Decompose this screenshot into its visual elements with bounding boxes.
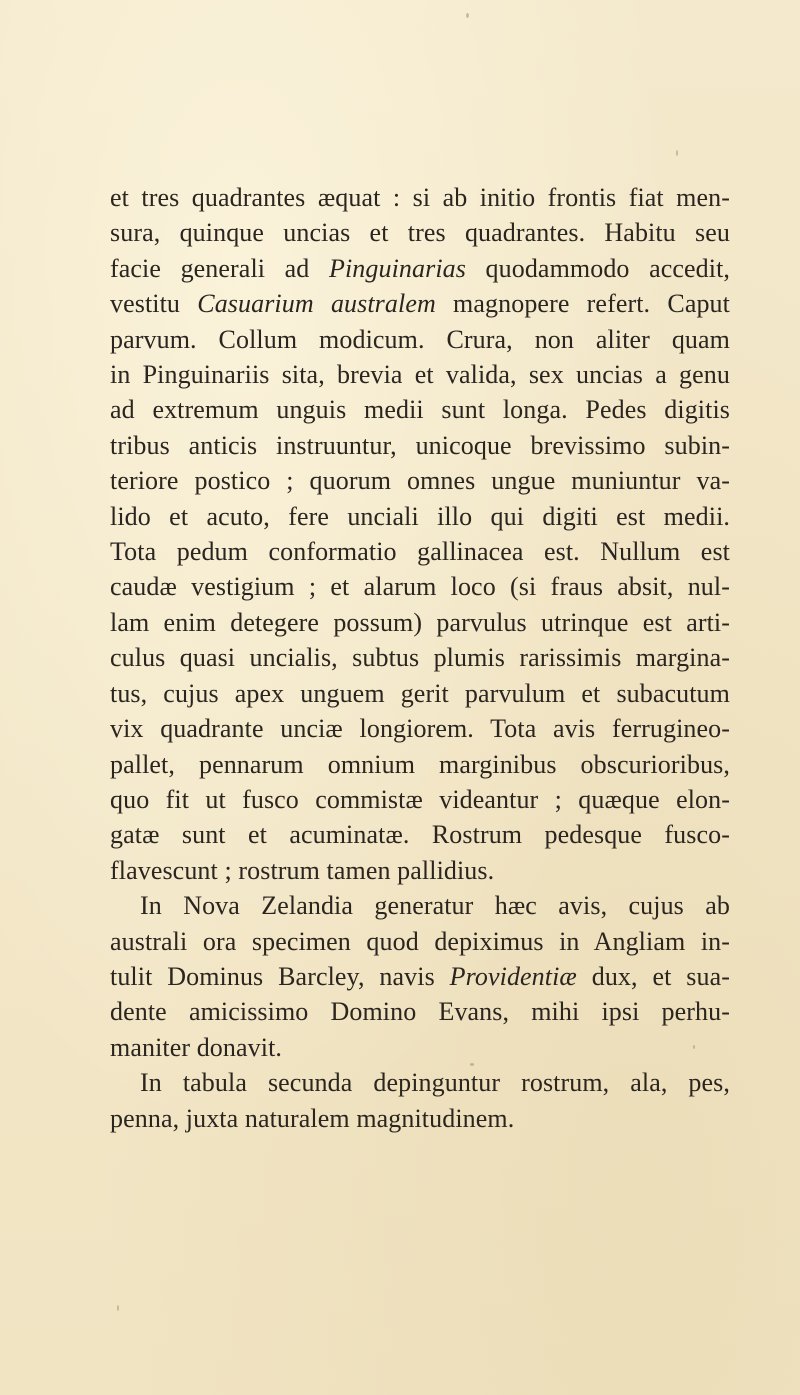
text-line-mixed <box>110 286 730 321</box>
text-line: parvum. Collum modicum. Crura, non aliter quam <box>110 324 730 354</box>
text-line: lido et acuto, fere unciali illo qui digiti est medii. <box>110 501 730 531</box>
text-line: caudæ vestigium ; et alarum loco (si fraus absit, nul- <box>110 572 730 602</box>
paragraph-plate-reference <box>110 1065 730 1136</box>
text-line: maniter donavit. <box>110 1032 282 1062</box>
text-segment: quodammodo accedit, <box>465 253 730 283</box>
text-line: tus, cujus apex unguem gerit parvulum et subacutum <box>110 678 730 708</box>
text-line: quo fit ut fusco commistæ videantur ; quæque elon- <box>110 784 730 814</box>
text-line: et tres quadrantes æquat : si ab initio frontis fiat men- <box>110 183 730 212</box>
italic-term-pinguinarias: Pinguinarias <box>328 253 466 283</box>
text-segment: magnopere refert. Caput <box>435 289 730 319</box>
text-line: australi ora specimen quod depiximus in Angliam in- <box>110 926 730 956</box>
paper-speck <box>676 150 678 156</box>
body-text <box>110 180 730 1136</box>
italic-term-providentiae: Providentiæ <box>449 961 577 991</box>
paragraph-provenance <box>110 888 730 1065</box>
paper-speck <box>117 1305 119 1311</box>
text-line: sura, quinque uncias et tres quadrantes. Habitu seu <box>110 218 730 248</box>
text-line: flavescunt ; rostrum tamen pallidius. <box>110 855 495 885</box>
text-line: culus quasi uncialis, subtus plumis rarissimis margina- <box>110 643 730 673</box>
text-line: in Pinguinariis sita, brevia et valida, sex uncias a genu <box>110 360 730 390</box>
text-segment: facie generali ad <box>110 253 329 283</box>
italic-term-casuarium: Casuarium australem <box>197 289 436 319</box>
text-line: In Nova Zelandia generatur hæc avis, cujus ab <box>140 891 730 921</box>
text-line: ad extremum unguis medii sunt longa. Pedes digitis <box>110 395 730 425</box>
text-line: pallet, pennarum omnium marginibus obscurioribus, <box>110 749 730 779</box>
text-line: tribus anticis instruuntur, unicoque brevissimo subin- <box>110 430 730 460</box>
text-line: dente amicissimo Domino Evans, mihi ipsi perhu- <box>110 997 730 1027</box>
text-segment: tulit Dominus Barcley, navis <box>110 961 450 991</box>
text-segment: vestitu <box>110 289 198 319</box>
paper-speck <box>466 13 469 18</box>
paragraph-description <box>110 180 730 888</box>
text-line: teriore postico ; quorum omnes ungue muniuntur va- <box>110 466 730 496</box>
text-line: In tabula secunda depinguntur rostrum, ala, pes, <box>140 1068 730 1098</box>
text-line: Tota pedum conformatio gallinacea est. Nullum est <box>110 537 730 567</box>
text-line: gatæ sunt et acuminatæ. Rostrum pedesque fusco- <box>110 820 730 850</box>
text-line: penna, juxta naturalem magnitudinem. <box>110 1103 515 1133</box>
text-line-mixed <box>110 251 730 286</box>
text-line: vix quadrante unciæ longiorem. Tota avis ferrugineo- <box>110 714 730 744</box>
text-line: lam enim detegere possum) parvulus utrinque est arti- <box>110 607 730 637</box>
text-line-mixed <box>110 959 730 994</box>
text-segment: dux, et sua- <box>576 961 730 991</box>
